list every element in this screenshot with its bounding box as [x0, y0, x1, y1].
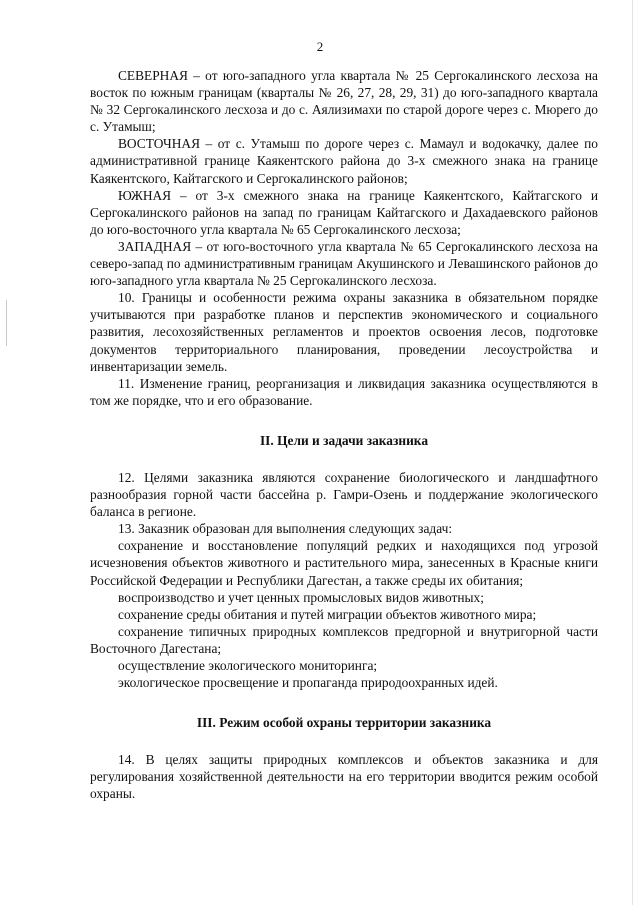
scan-edge-mark	[632, 0, 633, 905]
section-2-heading: II. Цели и задачи заказника	[259, 432, 429, 448]
task-item: сохранение и восстановление популяций редких и находящихся под угрозой исчезновения объектов животного и растительного мира, занесенных в Красные книги Российской Федерации и Республики Дагестан, а также среды их обитания;	[90, 538, 598, 588]
section-3-heading: III. Режим особой охраны территории заказника	[196, 715, 492, 731]
clause-11: 11. Изменение границ, реорганизация и ликвидация заказника осуществляются в том же порядке, что и его образование.	[90, 375, 598, 408]
document-body	[90, 67, 598, 803]
task-item: сохранение типичных природных комплексов предгорной и внутригорной части Восточного Дагестана;	[90, 623, 598, 656]
clause-13: 13. Заказник образован для выполнения следующих задач:	[118, 521, 453, 537]
task-item: осуществление экологического мониторинга;	[118, 658, 378, 673]
border-south: ЮЖНАЯ – от 3-х смежного знака на границе Каякентского, Кайтагского и Сергокалинского районов на запад по границам Кайтагского и Дахадаевского районов до юго-восточного угла квартала № 65 Сергокалинского лесхоза;	[90, 187, 598, 237]
border-west: ЗАПАДНАЯ – от юго-восточного угла квартала № 65 Сергокалинского лесхоза на северо-запад по административным границам Акушинского и Левашинского районов до юго-западного угла квартала № 25 Сергокалинского лесхоза.	[90, 238, 598, 289]
task-item: экологическое просвещение и пропаганда природоохранных идей.	[118, 675, 498, 691]
border-north: СЕВЕРНАЯ – от юго-западного угла квартала № 25 Сергокалинского лесхоза на восток по южным границам (кварталы № 26, 27, 28, 29, 31) до юго-западного квартала № 32 Сергокалинского лесхоза и до с. Аялизимахи по старой дороге через с. Мюрего до с. Утамыш;	[90, 68, 598, 135]
task-item: воспроизводство и учет ценных промысловых видов животных;	[118, 589, 484, 605]
task-item: сохранение среды обитания и путей миграции объектов животного мира;	[118, 606, 537, 622]
clause-14: 14. В целях защиты природных комплексов и объектов заказника и для регулирования хозяйственной деятельности на его территории вводится режим особой охраны.	[90, 752, 598, 802]
clause-10: 10. Границы и особенности режима охраны заказника в обязательном порядке учитываются при разработке планов и перспектив экономического и социального развития, лесохозяйственных регламентов и проектов освоения лесов, подготовке документов территориального планирования, проведении лесоустройства и инвентаризации земель.	[90, 290, 598, 374]
scan-edge-mark	[6, 300, 7, 346]
clause-12: 12. Целями заказника являются сохранение биологического и ландшафтного разнообразия горной части бассейна р. Гамри-Озень и поддержание экологического баланса в регионе.	[90, 469, 598, 520]
border-east: ВОСТОЧНАЯ – от с. Утамыш по дороге через с. Мамаул и водокачку, далее по административной границе Каякентского района до 3-х смежного знака на границе Каякентского, Кайтагского и Сергокалинского районов;	[90, 136, 598, 186]
page-number: 2	[316, 39, 324, 54]
